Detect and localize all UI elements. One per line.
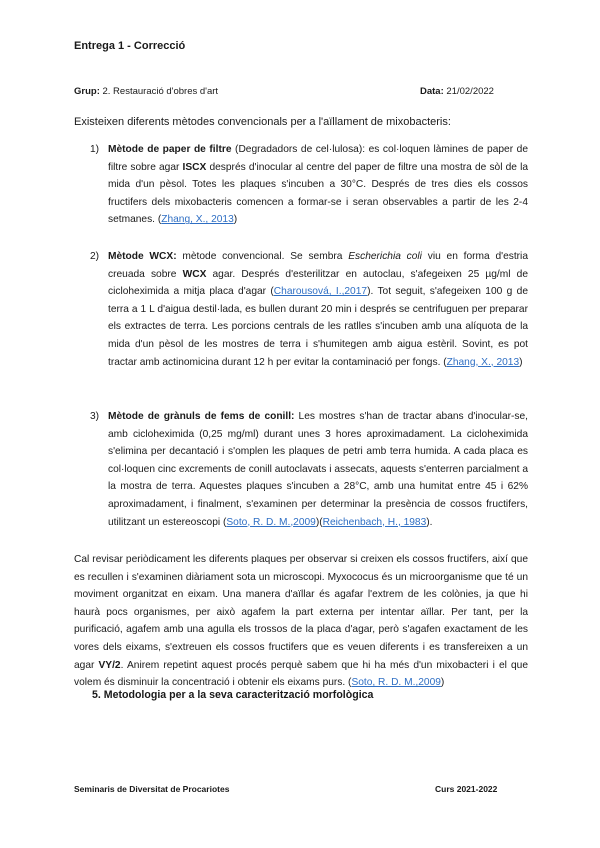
item-bold-term: ISCX [182, 161, 207, 173]
citation-link[interactable]: Zhang, X., 2013 [161, 214, 234, 226]
group-value: 2. Restauració d'obres d'art [99, 86, 219, 97]
citation-link[interactable]: Soto, R. D. M.,2009 [226, 516, 316, 528]
citation-link[interactable]: Soto, R. D. M.,2009 [351, 677, 441, 689]
body-paragraph [74, 551, 528, 692]
item-body [108, 408, 528, 531]
item-number: 1) [90, 144, 100, 155]
paragraph-text: . Anirem repetint aquest procés perquè sabem que hi ha més d'un mixobacteri i el que volem és disminuir la concentració i obtenir els eixams purs. ( [74, 659, 528, 689]
item-text: ) [519, 356, 523, 368]
paragraph-text: ) [440, 677, 445, 689]
item-title: Mètode WCX: [108, 251, 177, 262]
method-item-3 [90, 408, 528, 531]
citation-link[interactable]: Zhang, X., 2013 [446, 356, 520, 368]
item-text: viu en forma d'estria creuada sobre [108, 251, 528, 280]
intro-text: Existeixen diferents mètodes convencionals per a l'aïllament de mixobacteris: [74, 116, 451, 128]
item-number: 3) [90, 411, 100, 422]
date-value: 21/02/2022 [443, 86, 494, 97]
item-text: mètode convencional. Se sembra [176, 251, 349, 262]
group-label: Grup: [74, 86, 100, 97]
document-title: Entrega 1 - Correcció [74, 40, 186, 52]
footer-course-name: Seminaris de Diversitat de Procariotes [74, 784, 230, 794]
item-text: (Degradadors de cel·lulosa): es col·loquen làmines de paper de filtre sobre agar [108, 144, 528, 173]
item-text: Les mostres s'han de tractar abans d'inocular-se, amb cicloheximida (0,25 mg/ml) durant unes 3 hores aproximadament. La cicloheximida s'elimina per decantació i s'omplen les plaques de petri amb terra humida. A cada placa es col·loquen cinc excrements de conill autoclavats i assecats, aquests s'enterren parcialment a la mostra de terra. Aquestes plaques s'incuben a 28°C, amb una humitat entre 45 i 62% aproximadament, i finalment, s'examinen per determinar la presència de cossos fructifers, utilitzant un estereoscopi ( [108, 411, 528, 528]
footer-course-year: Curs 2021-2022 [435, 784, 498, 794]
item-bold-term: WCX [182, 268, 207, 280]
item-text: ). Tot seguit, s'afegeixen 100 g de terra a 1 L d'aigua destil·lada, es bullen durant 20 min i després se centrifuguen per preparar els extractes de terra. Les porcions centrals de les ratlles s'incuben amb una alíquota de la mida d'un pèsol de les mostres de terra i s'humitegen amb aigua estèril. Sovint, es pot tractar amb actinomicina durant 12 h per evitar la contaminació per fongs. ( [108, 286, 528, 368]
item-title: Mètode de grànuls de fems de conill: [108, 411, 295, 422]
paragraph-bold-term: VY/2 [98, 659, 121, 671]
item-body [108, 248, 528, 371]
paragraph-text: Cal revisar periòdicament les diferents plaques per observar si creixen els cossos fructifers, així que es recullen i s'examinen diàriament sota un microscopi. Myxococus és un microorganisme que té un moviment organitzat en eixam. Una manera d'aïllar és agafar l'extrem de les colònies, ja que hi haurà pocs organismes, per això agafem la part externa per intentar aïllar. Per tant, per la purificació, agafem amb una agulla els trossos de la placa d'agar, però s'agafen exactament de les vores dels eixams, s'extreuen els cossos fructifers que es veuen diferents i es transfereixen a un agar [74, 554, 528, 671]
citation-link[interactable]: Charousová, I.,2017 [273, 286, 368, 298]
item-text: després d'inocular al centre del paper de filtre una mostra de sòl de la mida d'un pèsol. Totes les plaques s'incuben a 30°C. Després de tres dies els cossos fructifers dels mixobacteris comencen a formar-se i seran observables a partir de les 2-4 setmanes. ( [108, 161, 529, 226]
item-title: Mètode de paper de filtre [108, 144, 232, 155]
item-text: ) [233, 214, 238, 226]
item-body [108, 141, 528, 229]
method-item-2 [90, 248, 528, 371]
date-info [420, 86, 494, 97]
item-text: ). [426, 516, 433, 528]
section-heading: 5. Metodologia per a la seva caracterització morfològica [92, 689, 374, 701]
method-item-1 [90, 141, 528, 229]
item-number: 2) [90, 251, 100, 262]
group-info [74, 86, 218, 97]
item-text: agar. Després d'esterilitzar en autoclau, s'afegeixen 25 µg/ml de cicloheximida a mitja placa d'agar ( [108, 268, 528, 298]
item-italic-term: Escherichia coli [348, 251, 422, 262]
item-text: )( [315, 516, 323, 528]
citation-link[interactable]: Reichenbach, H., 1983 [322, 516, 427, 528]
date-label: Data: [420, 86, 444, 97]
